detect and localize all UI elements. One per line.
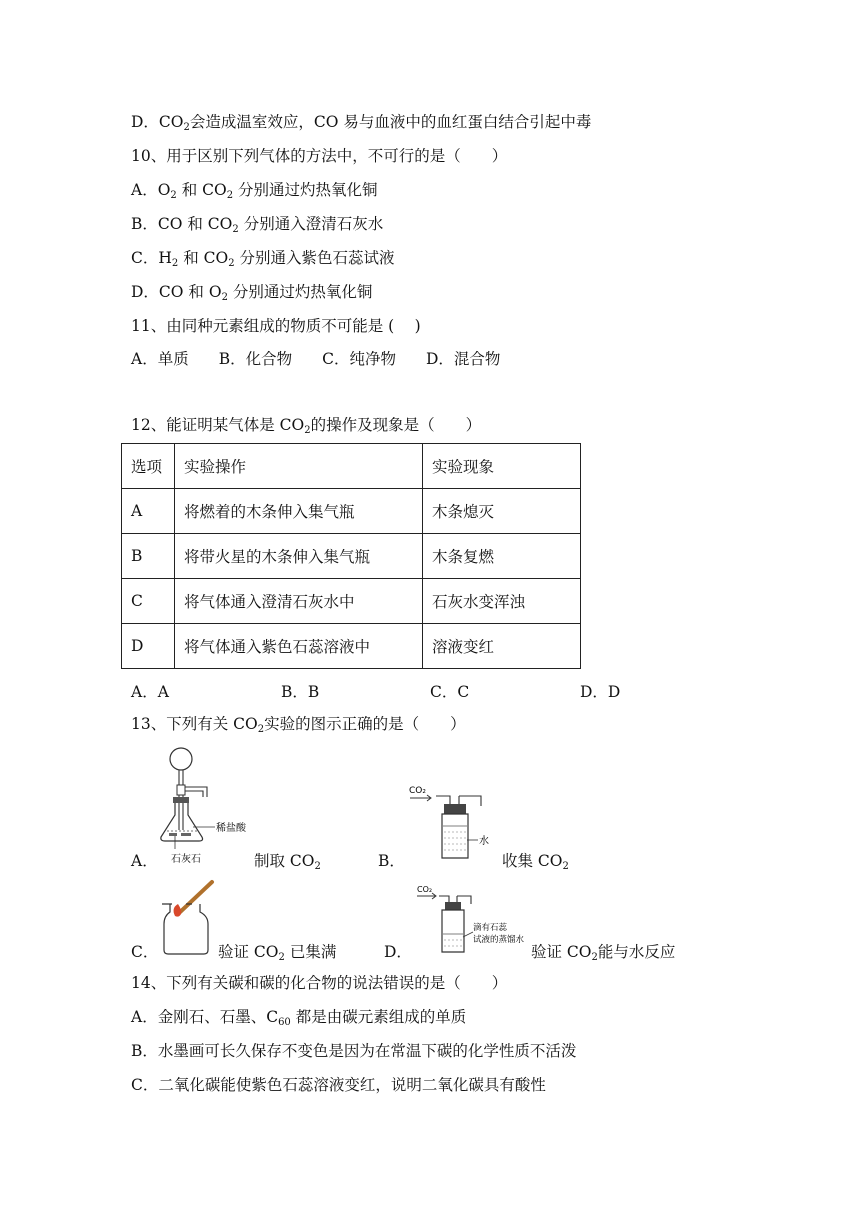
q10-stem: 10、用于区别下列气体的方法中，不可行的是（ ） <box>131 147 508 165</box>
table-cell: 将气体通入紫色石蕊溶液中 <box>175 624 423 669</box>
flask-apparatus-figure <box>155 745 260 867</box>
q13-option-b-letter: B． <box>378 852 405 870</box>
table-cell: 将带火星的木条伸入集气瓶 <box>175 534 423 579</box>
table-cell: 木条复燃 <box>423 534 581 579</box>
co2-gas-label: CO₂ <box>417 885 433 894</box>
q12-option-d: D．D <box>580 683 621 701</box>
co2-gas-label: CO₂ <box>409 786 426 796</box>
q12-stem: 12、能证明某气体是 $CO_2$的操作及现象是（ ） <box>131 416 482 436</box>
table-row <box>122 579 581 624</box>
table-header-row <box>122 444 581 489</box>
table-header-cell: 实验现象 <box>423 444 581 489</box>
table-header-cell: 选项 <box>122 444 175 489</box>
table-cell: B <box>122 534 175 579</box>
gas-collection-bottle-figure <box>406 782 501 864</box>
q10-option-a: A．$O_2$ 和 $CO_2$ 分别通过灼热氧化铜 <box>131 181 378 201</box>
table-header-cell: 实验操作 <box>175 444 423 489</box>
table-row <box>122 534 581 579</box>
q14-option-c: C．二氧化碳能使紫色石蕊溶液变红，说明二氧化碳具有酸性 <box>131 1076 546 1094</box>
q13-option-c-caption: 验证 $CO_2$ 已集满 <box>218 943 337 963</box>
q11-option-b: B．化合物 <box>218 350 293 368</box>
litmus-water-bottle-figure <box>413 882 531 958</box>
q11-option-c: C．纯净物 <box>322 350 396 368</box>
table-cell: A <box>122 489 175 534</box>
q11-option-d: D．混合物 <box>425 350 501 368</box>
q11-option-a: A．单质 <box>131 350 189 368</box>
table-row <box>122 489 581 534</box>
table-cell: 将燃着的木条伸入集气瓶 <box>175 489 423 534</box>
table-row <box>122 624 581 669</box>
q11-options <box>131 349 500 369</box>
q13-stem: 13、下列有关 $CO_2$实验的图示正确的是（ ） <box>131 715 466 735</box>
table-cell: 将气体通入澄清石灰水中 <box>175 579 423 624</box>
litmus-label-line2: 试液的蒸馏水 <box>473 935 525 945</box>
burning-splint-bottle-figure <box>160 876 218 956</box>
q14-option-a: A．金刚石、石墨、$C_{60}$ 都是由碳元素组成的单质 <box>131 1008 467 1028</box>
table-cell: C <box>122 579 175 624</box>
q10-option-c: C．$H_2$ 和 $CO_2$ 分别通入紫色石蕊试液 <box>131 249 395 269</box>
q9-option-d: D．$CO_2$会造成温室效应，CO 易与血液中的血红蛋白结合引起中毒 <box>131 113 592 133</box>
q12-option-c: C．C <box>430 683 470 701</box>
q12-table <box>121 443 581 669</box>
litmus-label-line1: 滴有石蕊 <box>473 923 508 933</box>
q12-option-a: A．A <box>131 683 169 701</box>
q13-option-a-caption: 制取 $CO_2$ <box>254 852 321 872</box>
q10-option-b: B．CO 和 $CO_2$ 分别通入澄清石灰水 <box>131 215 384 235</box>
table-cell: 溶液变红 <box>423 624 581 669</box>
q13-option-d-letter: D． <box>384 943 412 961</box>
water-label: 水 <box>479 836 489 847</box>
q14-stem: 14、下列有关碳和碳的化合物的说法错误的是（ ） <box>131 974 508 992</box>
q13-option-b-caption: 收集 $CO_2$ <box>502 852 569 872</box>
table-cell: 石灰水变浑浊 <box>423 579 581 624</box>
q13-option-c-letter: C． <box>131 943 159 961</box>
q10-option-d: D．CO 和 $O_2$ 分别通过灼热氧化铜 <box>131 283 373 303</box>
q12-option-b: B．B <box>281 683 320 701</box>
q11-stem: 11、由同种元素组成的物质不可能是 ( ) <box>131 317 421 335</box>
q14-option-b: B．水墨画可长久保存不变色是因为在常温下碳的化学性质不活泼 <box>131 1042 577 1060</box>
table-cell: D <box>122 624 175 669</box>
dilute-hcl-label: 稀盐酸 <box>216 823 246 834</box>
q13-option-d-caption: 验证 $CO_2$能与水反应 <box>531 943 676 963</box>
table-cell: 木条熄灭 <box>423 489 581 534</box>
limestone-label: 石灰石 <box>171 854 201 865</box>
q13-option-a-letter: A． <box>131 852 158 870</box>
